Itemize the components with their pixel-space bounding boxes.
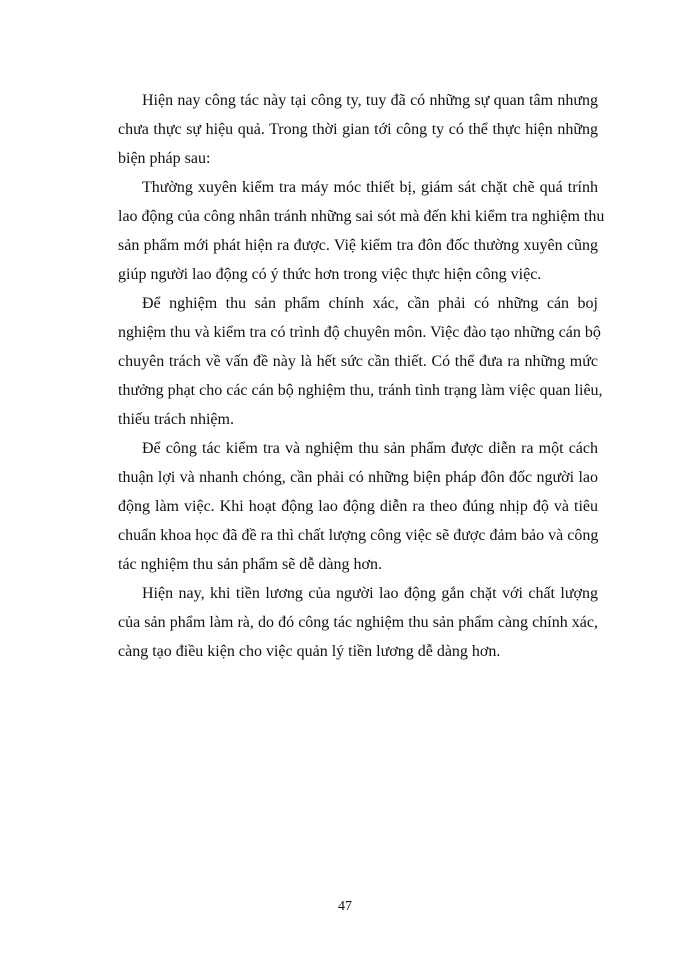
body-text [118, 86, 605, 666]
text-line: động làm việc. Khi hoạt động lao động diễn ra theo đúng nhịp độ và tiêu [118, 498, 598, 515]
text-line: nghiệm thu và kiểm tra có trình độ chuyên môn. Việc đào tạo những cán bộ [118, 324, 601, 341]
paragraph-3 [118, 289, 603, 434]
text-line: thiếu trách nhiệm. [118, 411, 234, 428]
text-line: Hiện nay, khi tiền lương của người lao động gắn chặt với chất lượng [142, 585, 598, 602]
text-line: sản phẩm mới phát hiện ra được. Việ kiểm tra đôn đốc thường xuyên cũng [118, 237, 598, 254]
text-line: chưa thực sự hiệu quả. Trong thời gian tới công ty có thể thực hiện những [118, 121, 598, 138]
text-line: Hiện nay công tác này tại công ty, tuy đã có những sự quan tâm nhưng [142, 92, 598, 109]
paragraph-2 [118, 173, 605, 289]
page-number: 47 [338, 899, 352, 914]
paragraph-1 [118, 86, 598, 173]
text-line: Để công tác kiểm tra và nghiệm thu sản phẩm được diễn ra một cách [142, 440, 598, 457]
text-line: chuẩn khoa học đã đề ra thì chất lượng công việc sẽ được đảm bảo và công [118, 527, 599, 544]
text-line: tác nghiệm thu sản phẩm sẽ dễ dàng hơn. [118, 556, 382, 573]
text-line: Thường xuyên kiểm tra máy móc thiết bị, giám sát chặt chẽ quá trính [142, 179, 598, 196]
text-line: biện pháp sau: [118, 150, 211, 167]
text-line: lao động của công nhân tránh những sai sót mà đến khi kiểm tra nghiệm thu [118, 208, 605, 225]
paragraph-5 [118, 579, 598, 666]
text-line: càng tạo điều kiện cho việc quản lý tiền lương dễ dàng hơn. [118, 643, 501, 660]
text-line: của sản phẩm làm rà, do đó công tác nghiệm thu sản phẩm càng chính xác, [118, 614, 598, 631]
paragraph-4 [118, 434, 598, 579]
text-line: thuận lợi và nhanh chóng, cần phải có những biện pháp đôn đốc người lao [118, 469, 598, 486]
text-line: Để nghiệm thu sản phẩm chính xác, cần phải có những cán boj [142, 295, 598, 312]
text-line: giúp người lao động có ý thức hơn trong việc thực hiện công việc. [118, 266, 542, 283]
text-line: chuyên trách về vấn đề này là hết sức cần thiết. Có thể đưa ra những mức [118, 353, 598, 370]
text-line: thưởng phạt cho các cán bộ nghiệm thu, tránh tình trạng làm việc quan liêu, [118, 382, 603, 399]
